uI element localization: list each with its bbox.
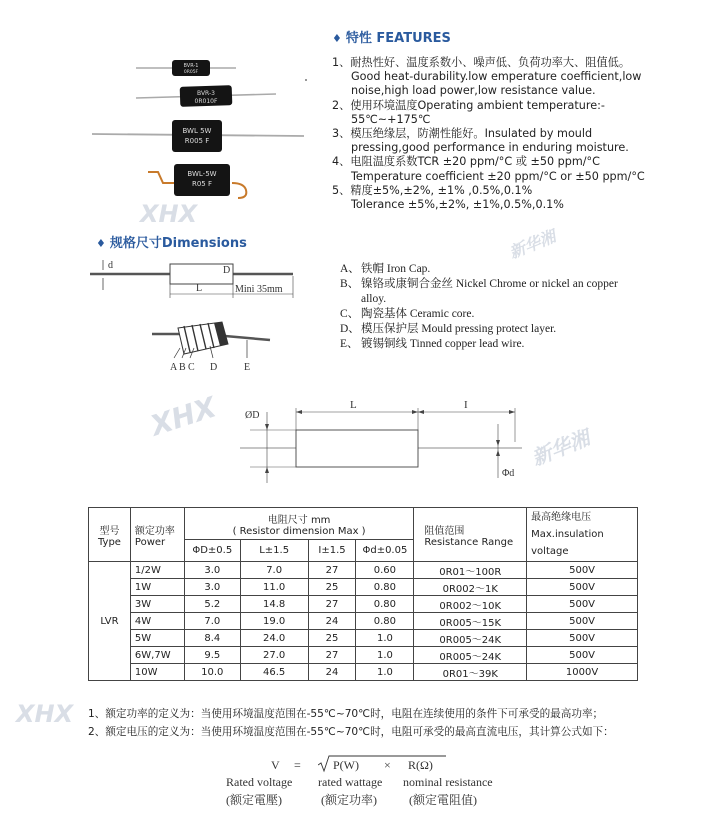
- table-cell: 1.0: [356, 630, 414, 647]
- table-cell: 7.0: [240, 562, 308, 579]
- photo-label: BWL 5W: [182, 127, 212, 135]
- dim-small-d: d: [108, 260, 113, 271]
- table-cell: 24: [308, 664, 356, 681]
- table-cell: 24: [308, 613, 356, 630]
- legend-item: B、 镍铬或康铜合金丝 Nickel Chrome or nickel an copper: [340, 278, 618, 290]
- header-range: 阻值范围 Resistance Range: [414, 508, 527, 562]
- cutaway-drawing: [150, 318, 274, 376]
- list-item: 5、精度±5%,±2%, ±1% ,0.5%,0.1%: [332, 183, 533, 197]
- table-cell: 0.80: [356, 579, 414, 596]
- subheader-cell: ΦD±0.5: [184, 540, 240, 562]
- legend-item-line: alloy.: [361, 293, 387, 305]
- table-cell: 8.4: [184, 630, 240, 647]
- dim-L: L: [196, 283, 203, 294]
- table-cell: 1W: [130, 579, 184, 596]
- features-list: [332, 56, 645, 212]
- watermark-3: XHX: [146, 390, 221, 443]
- list-item-line: noise,high load power,low resistance value.: [351, 84, 596, 98]
- outline-drawing: [88, 256, 298, 304]
- dim-big-D: D: [223, 265, 231, 276]
- lower-dim-phiD: ØD: [245, 410, 260, 421]
- list-item-line: Tolerance ±5%,±2%, ±1%,0.5%,0.1%: [351, 198, 564, 212]
- list-item-line: 55℃~+175℃: [351, 112, 431, 126]
- table-row: [89, 562, 638, 579]
- photo-label: BVR-3: [197, 90, 215, 97]
- table-cell: 27: [308, 562, 356, 579]
- table-row: [89, 647, 638, 664]
- lower-dim-L: L: [350, 399, 357, 411]
- header-voltage: 最高绝缘电压 Max.insulation voltage: [527, 508, 638, 562]
- cutaway-letter: E: [244, 362, 251, 373]
- formula-label-en: nominal resistance: [403, 775, 493, 789]
- table-cell: 500V: [527, 630, 638, 647]
- watermark-2: 新华湘: [506, 226, 559, 263]
- table-cell: 24.0: [240, 630, 308, 647]
- watermark-4: 新华湘: [528, 425, 593, 471]
- cutaway-letter: D: [210, 362, 218, 373]
- subheader-cell: L±1.5: [240, 540, 308, 562]
- list-item: 2、使用环境温度Operating ambient temperature:-: [332, 98, 605, 112]
- watermark-5: XHX: [16, 700, 74, 728]
- table-cell: 0R01～39K: [414, 664, 527, 681]
- note-rated-power: 1、额定功率的定义为：当使用环境温度范围在-55℃~70℃时，电阻在连续使用的条件下可承受的最高功率；: [88, 708, 604, 720]
- photo-label: BWL-5W: [187, 170, 217, 178]
- table-cell: 0R002～10K: [414, 596, 527, 613]
- photo-label: 0R010F: [194, 98, 218, 105]
- header-power: 额定功率 Power: [130, 508, 184, 562]
- table-cell: 25: [308, 579, 356, 596]
- legend-item: D、 模压保护层 Mould pressing protect layer.: [340, 323, 557, 335]
- dimension-drawing: [240, 394, 530, 486]
- dim-mini: Mini 35mm: [235, 284, 283, 295]
- list-item-line: Good heat-durability.low emperature coefficient,low: [351, 70, 642, 84]
- legend-item: C、 陶瓷基体 Ceramic core.: [340, 308, 475, 320]
- formula-R: R(Ω): [408, 758, 433, 772]
- spec-table: [88, 507, 638, 681]
- table-cell: 4W: [130, 613, 184, 630]
- table-cell: 3W: [130, 596, 184, 613]
- type-cell: LVR: [89, 562, 131, 681]
- diamond-bullet-icon: ♦: [332, 32, 342, 45]
- table-row: [89, 630, 638, 647]
- table-row: [89, 613, 638, 630]
- table-cell: 500V: [527, 613, 638, 630]
- table-cell: 25: [308, 630, 356, 647]
- photo-label: R005 F: [184, 137, 210, 145]
- table-cell: 0R005～24K: [414, 630, 527, 647]
- table-cell: 0R005～15K: [414, 613, 527, 630]
- photo-label: BVR-1: [183, 63, 199, 69]
- table-row: [89, 664, 638, 681]
- list-item: 3、模压绝缘层，防潮性能好。Insulated by mould: [332, 127, 593, 141]
- table-cell: 500V: [527, 562, 638, 579]
- table-cell: 7.0: [184, 613, 240, 630]
- table-cell: 27: [308, 647, 356, 664]
- list-item: 1、耐热性好、温度系数小、噪声低、负荷功率大、阻值低。: [332, 56, 631, 69]
- subheader-cell: I±1.5: [308, 540, 356, 562]
- table-cell: 46.5: [240, 664, 308, 681]
- subheader-cell: Φd±0.05: [356, 540, 414, 562]
- photo-label: 0R05F: [183, 70, 199, 75]
- table-cell: 0.80: [356, 596, 414, 613]
- diamond-bullet-icon: ♦: [96, 237, 106, 250]
- lower-dim-phid: Φd: [502, 468, 515, 479]
- formula-label-cn: (额定電阻值): [409, 793, 477, 807]
- formula-V: V: [271, 758, 280, 772]
- table-cell: 5W: [130, 630, 184, 647]
- formula-equals: =: [294, 758, 301, 772]
- formula-P: P(W): [333, 758, 359, 772]
- table-row: [89, 579, 638, 596]
- table-cell: 1.0: [356, 647, 414, 664]
- formula-label-cn: (额定電壓): [226, 793, 282, 807]
- cutaway-letter: A: [170, 362, 178, 373]
- table-cell: 3.0: [184, 562, 240, 579]
- table-cell: 500V: [527, 596, 638, 613]
- formula-label-cn: (额定功率): [321, 793, 377, 807]
- features-heading: ♦ 特性 FEATURES: [332, 31, 451, 46]
- table-cell: 0R002～1K: [414, 579, 527, 596]
- table-cell: 0R005～24K: [414, 647, 527, 664]
- table-cell: 6W,7W: [130, 647, 184, 664]
- note-rated-voltage: 2、额定电压的定义为：当使用环境温度范围在-55℃~70℃时，电阻可承受的最高直流电压，其计算公式如下：: [88, 726, 614, 738]
- formula-label-en: rated wattage: [318, 775, 383, 789]
- photo-label: R05 F: [191, 180, 213, 188]
- dimensions-heading: ♦ 规格尺寸Dimensions: [96, 236, 247, 251]
- table-cell: 14.8: [240, 596, 308, 613]
- lower-dim-I: I: [464, 399, 468, 411]
- list-item-line: pressing,good performance in enduring moisture.: [351, 141, 629, 155]
- table-cell: 1/2W: [130, 562, 184, 579]
- table-cell: 3.0: [184, 579, 240, 596]
- header-type: 型号 Type: [89, 508, 131, 562]
- product-photo: [88, 52, 320, 202]
- table-cell: 10W: [130, 664, 184, 681]
- legend-item: A、 铁帽 Iron Cap.: [340, 263, 431, 275]
- table-row: [89, 596, 638, 613]
- header-dimension: 电阻尺寸 mm ( Resistor dimension Max ): [184, 508, 414, 540]
- cutaway-letter: B: [179, 362, 186, 373]
- list-item: 4、电阻温度系数TCR ±20 ppm/°C 或 ±50 ppm/°C: [332, 155, 600, 169]
- formula: [226, 758, 526, 810]
- table-cell: 0.60: [356, 562, 414, 579]
- formula-label-en: Rated voltage: [226, 775, 293, 789]
- legend-item: E、 镀锡铜线 Tinned copper lead wire.: [340, 338, 525, 350]
- formula-times: ×: [384, 758, 391, 772]
- table-cell: 10.0: [184, 664, 240, 681]
- table-cell: 19.0: [240, 613, 308, 630]
- table-cell: 27: [308, 596, 356, 613]
- parts-legend: [340, 262, 640, 352]
- table-cell: 1.0: [356, 664, 414, 681]
- table-cell: 27.0: [240, 647, 308, 664]
- table-cell: 1000V: [527, 664, 638, 681]
- table-cell: 0.80: [356, 613, 414, 630]
- cutaway-letter: C: [188, 362, 195, 373]
- list-item-line: Temperature coefficient ±20 ppm/°C or ±50 ppm/°C: [351, 169, 645, 183]
- table-cell: 500V: [527, 579, 638, 596]
- table-cell: 5.2: [184, 596, 240, 613]
- table-cell: 11.0: [240, 579, 308, 596]
- table-cell: 0R01～100R: [414, 562, 527, 579]
- table-cell: 500V: [527, 647, 638, 664]
- watermark-1: XHX: [140, 200, 198, 228]
- table-cell: 9.5: [184, 647, 240, 664]
- table-header-row: [89, 508, 638, 540]
